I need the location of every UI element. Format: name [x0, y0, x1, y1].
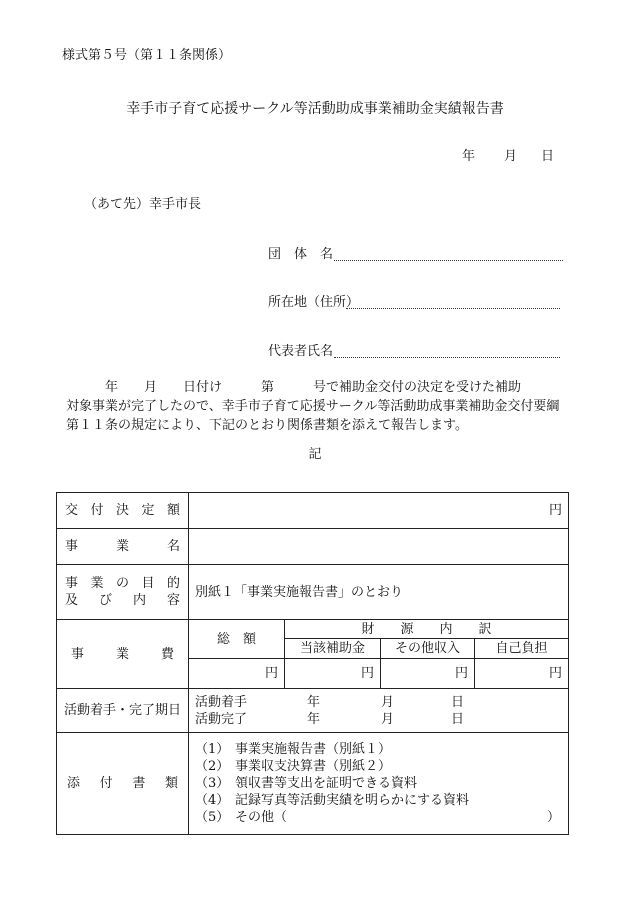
cost-total-unit: 円: [264, 666, 278, 681]
grant-amount-label-cell: [57, 493, 189, 529]
period-end-row: [195, 711, 562, 728]
grant-amount-label: 交 付 決 定 額: [65, 503, 180, 518]
period-start-day: 日: [451, 694, 465, 710]
attachment-item-3: （3） 領収書等支出を証明できる資料: [195, 776, 418, 791]
report-body-text: [66, 378, 566, 435]
period-start-year: 年: [307, 694, 321, 710]
project-name-label: 事 業 名: [65, 539, 180, 554]
cost-self-pay-unit: 円: [549, 666, 563, 681]
purpose-row: [57, 565, 569, 620]
cost-other-income-unit: 円: [454, 666, 468, 681]
cost-subsidy-value[interactable]: [285, 659, 381, 689]
attachments-row: [57, 733, 569, 835]
period-start-row: [195, 694, 562, 711]
form-number: 様式第５号（第１１条関係）: [62, 48, 232, 63]
attachments-list: [189, 733, 569, 835]
cost-self-pay-value[interactable]: [475, 659, 569, 689]
period-end-year: 年: [307, 711, 321, 727]
cost-col-other-income: その他収入: [381, 639, 475, 659]
cost-label: 事 業 費: [71, 646, 174, 662]
period-row: [57, 689, 569, 733]
attachment-item-5: （5） その他（ ）: [195, 810, 561, 825]
period-start-label: 活動着手: [195, 694, 248, 710]
cost-col-subsidy: 当該補助金: [285, 639, 381, 659]
attachments-label-cell: [57, 733, 189, 835]
addressee: （あて先）幸手市長: [84, 197, 202, 212]
grant-amount-row: [57, 493, 569, 529]
period-end-label: 活動完了: [195, 711, 248, 727]
period-label: 活動着手・完了期日: [57, 689, 189, 733]
cost-subsidy-unit: 円: [360, 666, 374, 681]
cost-total-header: 総 額: [189, 620, 285, 659]
group-name-label: 団 体 名: [268, 247, 334, 262]
report-table: [56, 492, 569, 835]
date-year: 年: [462, 149, 476, 164]
representative-label: 代表者氏名: [268, 344, 334, 359]
period-start-month: 月: [381, 694, 395, 710]
cost-header-row: [57, 620, 569, 639]
attachment-item-1: （1） 事業実施報告書（別紙１）: [195, 742, 392, 757]
cost-total-value[interactable]: [189, 659, 285, 689]
cost-label-cell: [57, 620, 189, 689]
purpose-label-cell: [57, 565, 189, 620]
body-line-1: 年 月 日付け 第 号で補助金交付の決定を受けた補助: [66, 380, 522, 395]
cost-breakdown-header: 財 源 内 訳: [285, 620, 569, 639]
form-title: 幸手市子育て応援サークル等活動助成事業補助金実績報告書: [126, 101, 504, 117]
attachments-label: 添 付 書 類: [67, 776, 178, 791]
period-end-month: 月: [381, 711, 395, 727]
period-end-day: 日: [451, 711, 465, 727]
purpose-label-line2: 及 び 内 容: [65, 593, 180, 608]
body-line-3: 第１１条の規定により、下記のとおり関係書類を添えて報告します。: [66, 418, 468, 433]
attachment-item-4: （4） 記録写真等活動実績を明らかにする資料: [195, 793, 470, 808]
project-name-label-cell: [57, 529, 189, 565]
project-name-row: [57, 529, 569, 565]
address-line[interactable]: [346, 308, 560, 309]
cost-other-income-value[interactable]: [381, 659, 475, 689]
body-line-2: 対象事業が完了したので、幸手市子育て応援サークル等活動助成事業補助金交付要綱: [66, 399, 560, 414]
period-value-cell[interactable]: [189, 689, 569, 733]
grant-amount-value[interactable]: [189, 493, 569, 529]
address-label: 所在地（住所）: [268, 295, 360, 310]
group-name-line[interactable]: [334, 260, 563, 261]
purpose-label-line1: 事 業 の 目 的: [65, 576, 180, 591]
representative-line[interactable]: [334, 357, 560, 358]
cost-col-self-pay: 自己負担: [475, 639, 569, 659]
date-day: 日: [541, 149, 555, 164]
grant-amount-unit: 円: [549, 503, 563, 518]
date-month: 月: [504, 149, 518, 164]
project-name-value[interactable]: [189, 529, 569, 565]
attachment-item-2: （2） 事業収支決算書（別紙２）: [195, 759, 392, 774]
purpose-value: 別紙１「事業実施報告書」のとおり: [189, 565, 569, 620]
ki-heading: 記: [308, 447, 322, 462]
